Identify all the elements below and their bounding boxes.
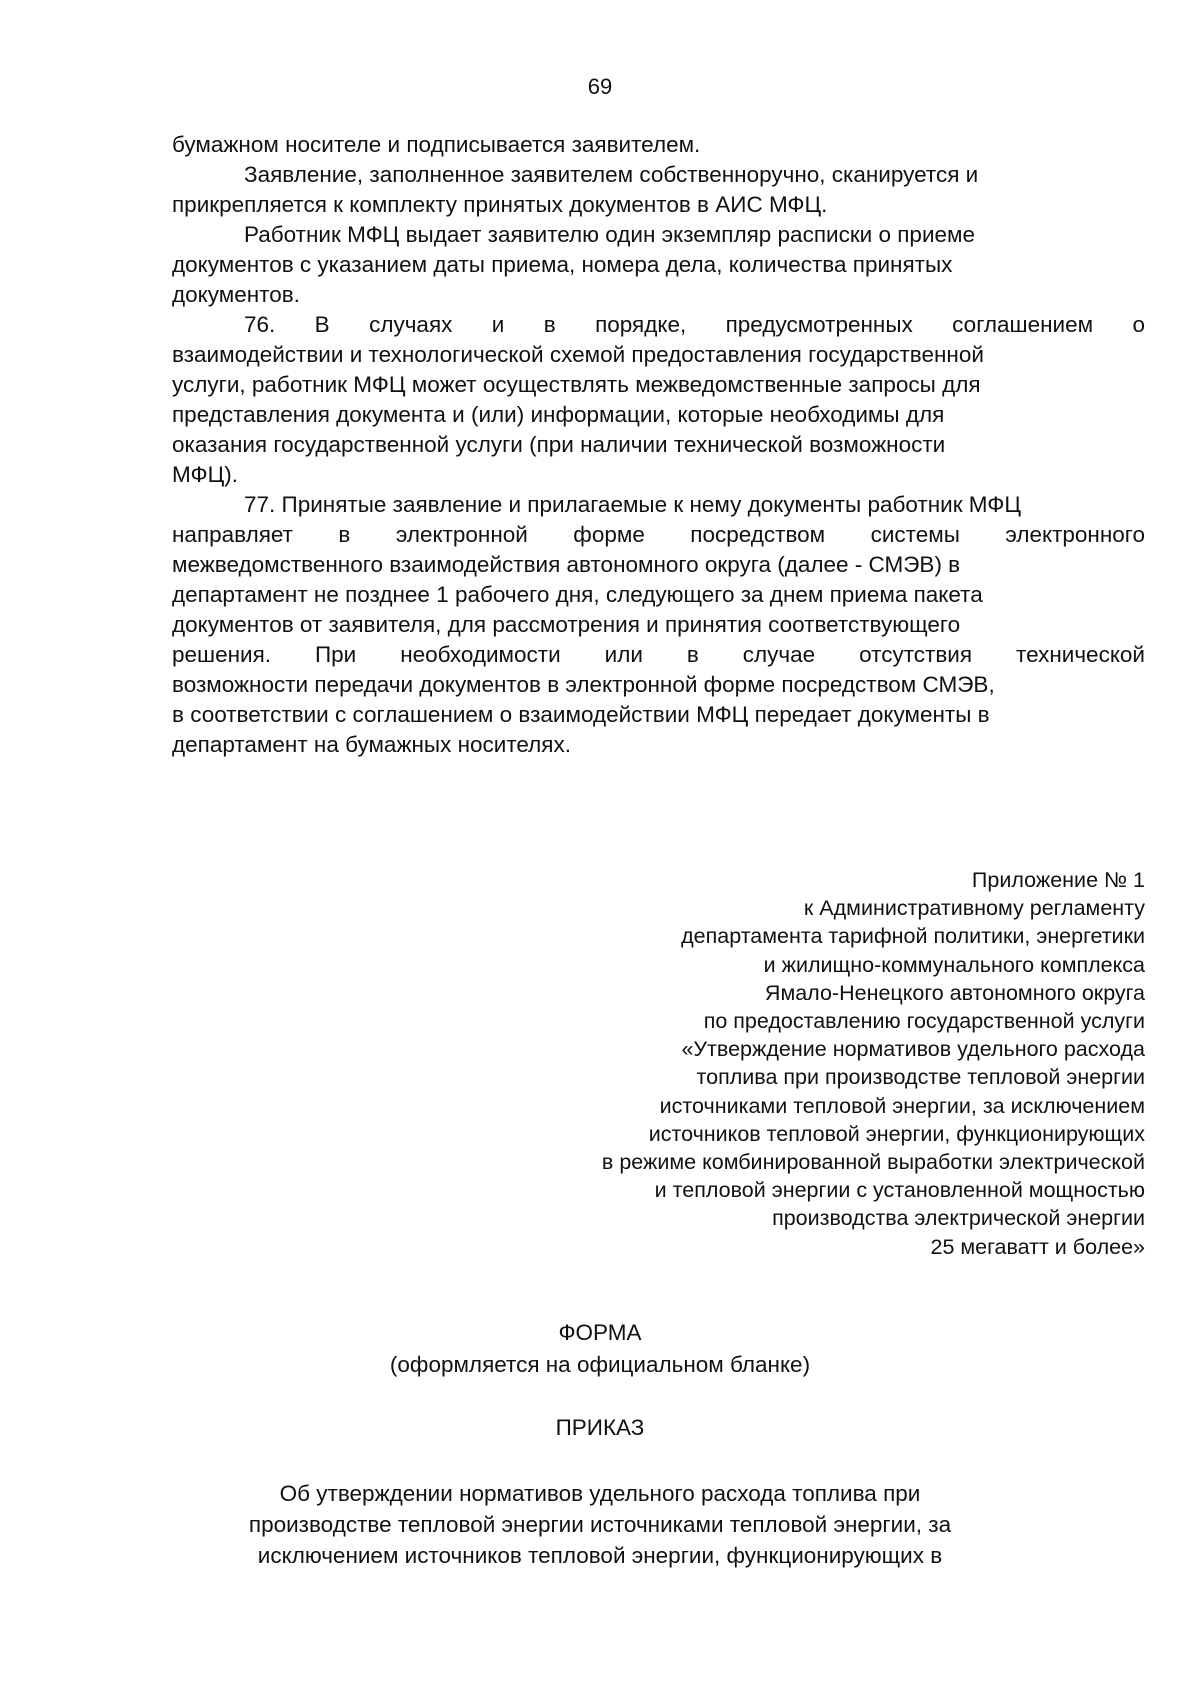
appendix-line: в режиме комбинированной выработки электрической bbox=[601, 1150, 1145, 1175]
form-title: ФОРМА bbox=[558, 1320, 642, 1345]
appendix-line: Приложение № 1 bbox=[971, 868, 1145, 892]
page-number: 69 bbox=[587, 74, 613, 99]
text-line: документов с указанием даты приема, номера дела, количества принятых bbox=[172, 252, 953, 277]
text-line: представления документа и (или) информации, которые необходимы для bbox=[172, 402, 945, 427]
appendix-line: производства электрической энергии bbox=[772, 1206, 1145, 1231]
text-line: 76. В случаях и в порядке, предусмотренных соглашением о bbox=[244, 312, 1145, 337]
appendix-line: и тепловой энергии с установленной мощностью bbox=[654, 1178, 1145, 1203]
text-line: МФЦ). bbox=[172, 462, 238, 487]
text-line: бумажном носителе и подписывается заявителем. bbox=[172, 132, 701, 157]
text-line: решения. При необходимости или в случае отсутствия технической bbox=[172, 642, 1145, 667]
appendix-header bbox=[445, 866, 1145, 1261]
text-line: взаимодействии и технологической схемой предоставления государственной bbox=[172, 342, 984, 367]
order-subject-line: Об утверждении нормативов удельного расхода топлива при bbox=[279, 1481, 921, 1506]
appendix-line: по предоставлению государственной услуги bbox=[703, 1009, 1145, 1034]
appendix-line: топлива при производстве тепловой энергии bbox=[696, 1065, 1145, 1090]
text-line: прикрепляется к комплекту принятых документов в АИС МФЦ. bbox=[172, 192, 828, 217]
text-line: документов от заявителя, для рассмотрения и принятия соответствующего bbox=[172, 612, 961, 637]
text-line: услуги, работник МФЦ может осуществлять межведомственные запросы для bbox=[172, 372, 981, 397]
order-subject-line: исключением источников тепловой энергии, функционирующих в bbox=[257, 1543, 943, 1568]
form-heading bbox=[0, 1317, 1200, 1381]
text-line: межведомственного взаимодействия автономного округа (далее - СМЭВ) в bbox=[172, 552, 961, 577]
appendix-line: к Административному регламенту bbox=[803, 896, 1145, 921]
main-text bbox=[172, 130, 1145, 760]
order-heading: ПРИКАЗ bbox=[555, 1415, 645, 1440]
text-line: возможности передачи документов в электронной форме посредством СМЭВ, bbox=[172, 672, 995, 697]
appendix-line: источниками тепловой энергии, за исключением bbox=[659, 1093, 1145, 1118]
text-line: Заявление, заполненное заявителем собственноручно, сканируется и bbox=[244, 162, 979, 187]
appendix-line: Ямало-Ненецкого автономного округа bbox=[764, 980, 1145, 1005]
appendix-line: 25 мегаватт и более» bbox=[930, 1234, 1145, 1259]
order-subject bbox=[0, 1478, 1200, 1571]
text-line: в соответствии с соглашением о взаимодействии МФЦ передает документы в bbox=[172, 702, 990, 727]
form-note: (оформляется на официальном бланке) bbox=[389, 1352, 811, 1377]
order-subject-line: производстве тепловой энергии источниками тепловой энергии, за bbox=[248, 1512, 952, 1537]
text-line: 77. Принятые заявление и прилагаемые к нему документы работник МФЦ bbox=[244, 492, 1022, 517]
appendix-line: департамента тарифной политики, энергетики bbox=[681, 924, 1145, 949]
text-line: департамент не позднее 1 рабочего дня, следующего за днем приема пакета bbox=[172, 582, 983, 607]
text-line: Работник МФЦ выдает заявителю один экземпляр расписки о приеме bbox=[244, 222, 976, 247]
text-line: оказания государственной услуги (при наличии технической возможности bbox=[172, 432, 946, 457]
appendix-line: и жилищно-коммунального комплекса bbox=[763, 952, 1145, 977]
text-line: департамент на бумажных носителях. bbox=[172, 732, 571, 757]
text-line: направляет в электронной форме посредством системы электронного bbox=[172, 522, 1145, 547]
appendix-line: «Утверждение нормативов удельного расхода bbox=[681, 1037, 1145, 1062]
appendix-line: источников тепловой энергии, функционирующих bbox=[648, 1121, 1145, 1146]
text-line: документов. bbox=[172, 282, 300, 307]
